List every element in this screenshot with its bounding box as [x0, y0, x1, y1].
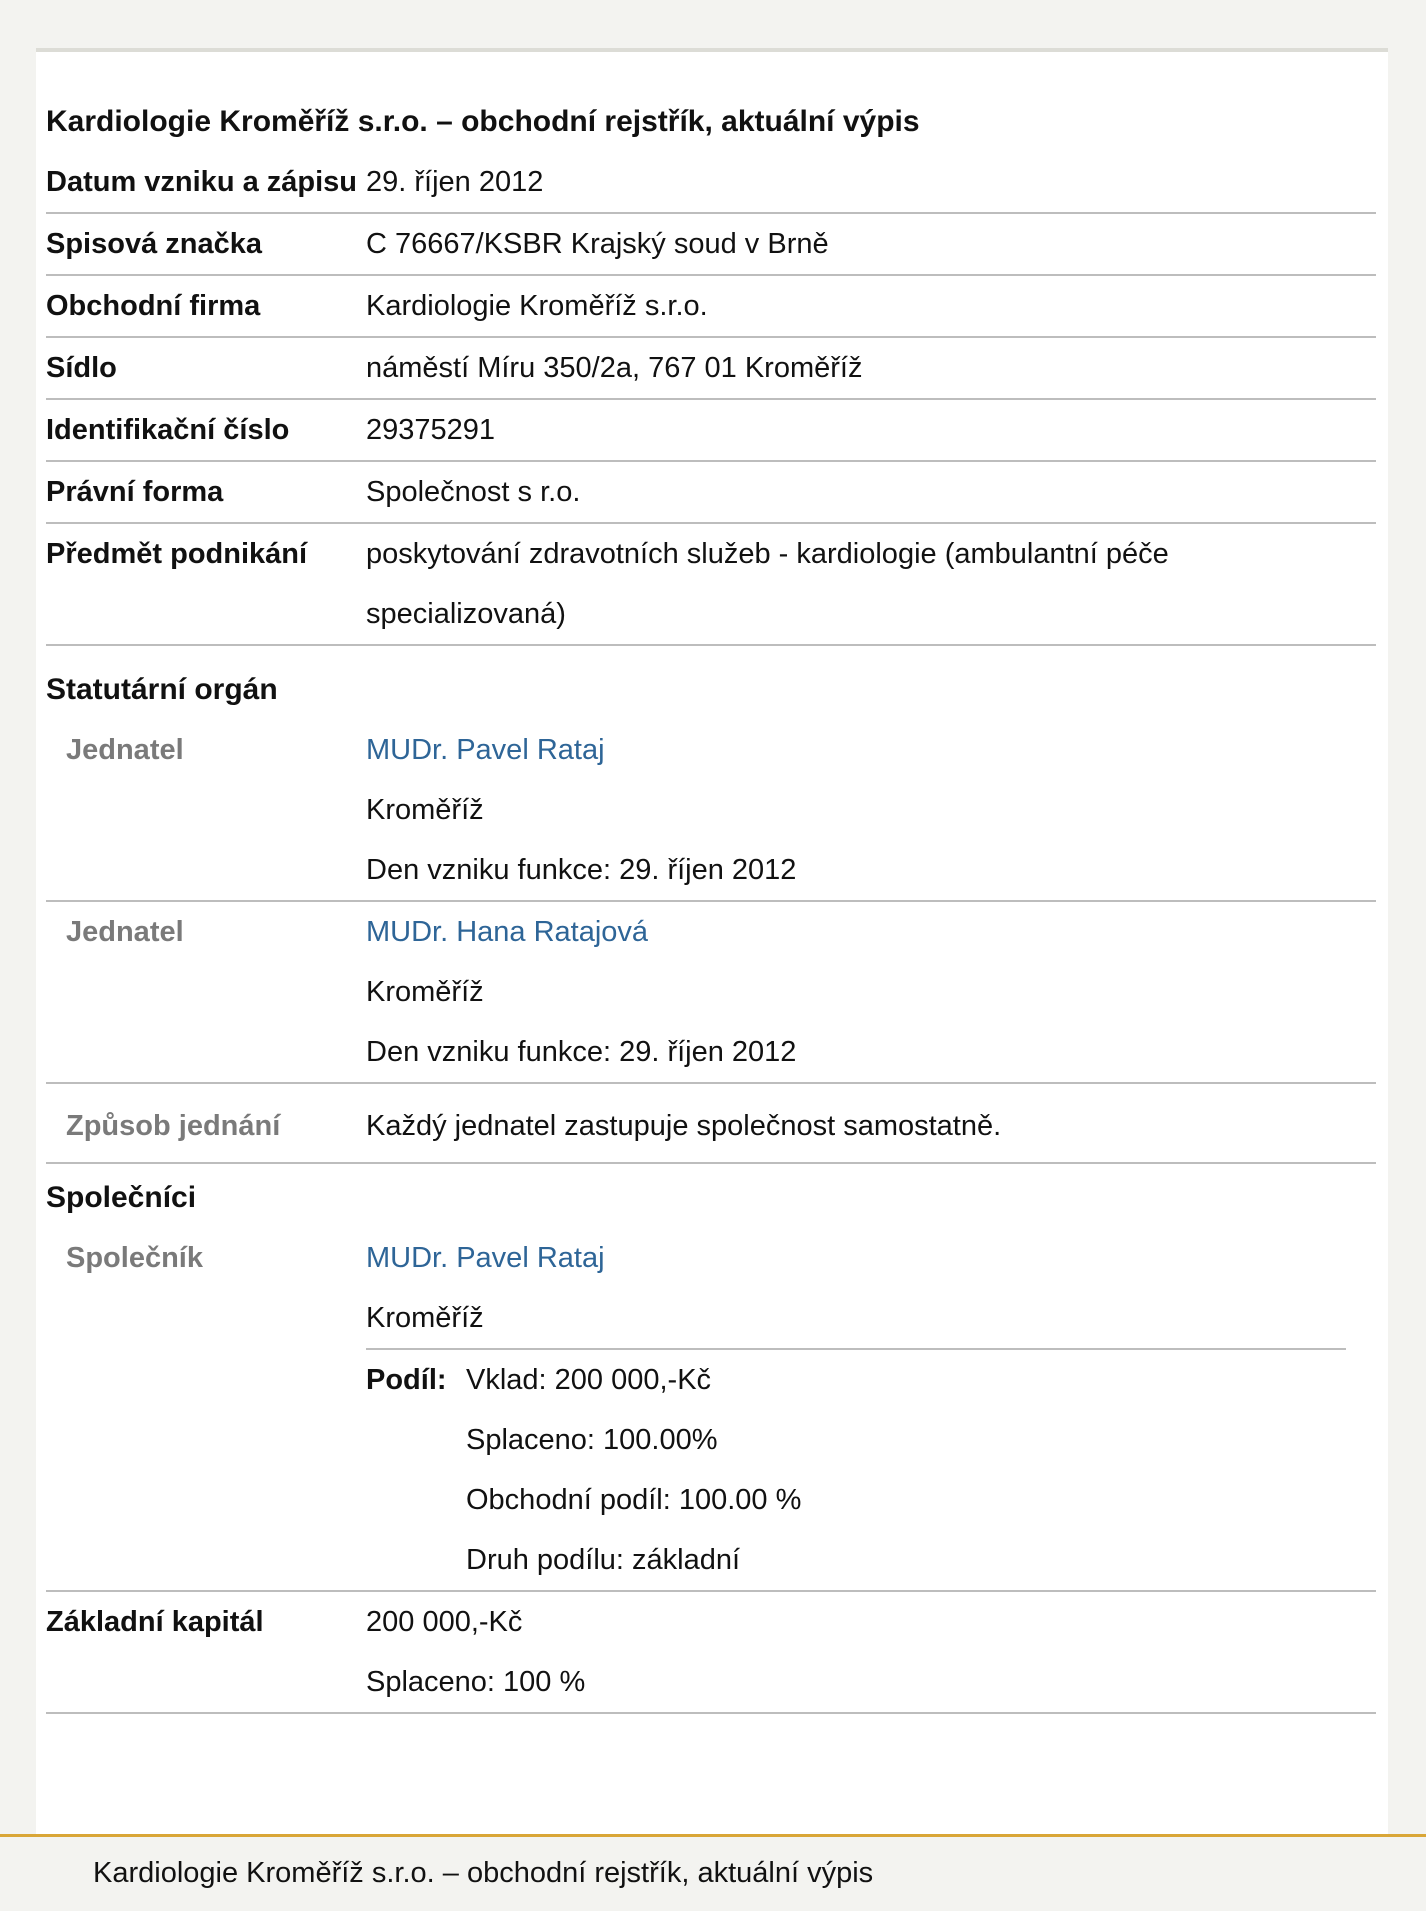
row-label: Právní forma	[46, 476, 224, 508]
statutory-member	[46, 902, 1376, 1084]
register-content	[46, 92, 1376, 1714]
statutory-member	[46, 720, 1376, 902]
member-name-link[interactable]: MUDr. Hana Ratajová	[366, 916, 649, 948]
member-details	[366, 720, 1376, 900]
partner-city: Kroměříž	[366, 1302, 484, 1334]
partner-name-link[interactable]: MUDr. Pavel Rataj	[366, 1242, 605, 1274]
register-card	[36, 48, 1388, 1840]
row-value: 29. říjen 2012	[366, 166, 544, 198]
page-title: Kardiologie Kroměříž s.r.o. – obchodní rejstřík, aktuální výpis	[46, 105, 920, 138]
row-value: Každý jednatel zastupuje společnost samostatně.	[366, 1110, 1002, 1142]
row-id-number	[46, 400, 1376, 462]
partner-share	[366, 1348, 1346, 1590]
capital-value: 200 000,-Kč	[366, 1606, 523, 1638]
member-since: Den vzniku funkce: 29. říjen 2012	[366, 1036, 797, 1068]
share-label: Podíl:	[366, 1364, 447, 1396]
share-deposit: Vklad: 200 000,-Kč	[466, 1364, 712, 1396]
share-lines	[466, 1350, 801, 1590]
row-value: C 76667/KSBR Krajský soud v Brně	[366, 228, 829, 260]
member-city: Kroměříž	[366, 794, 484, 826]
row-label: Obchodní firma	[46, 290, 261, 322]
partner-entry	[46, 1228, 1376, 1592]
footer	[0, 1834, 1426, 1911]
row-company-name	[46, 276, 1376, 338]
row-value: poskytování zdravotních služeb - kardiologie (ambulantní péče specializovaná)	[366, 538, 1169, 630]
row-value: Kardiologie Kroměříž s.r.o.	[366, 290, 708, 322]
row-label: Datum vzniku a zápisu	[46, 166, 358, 198]
row-registered-capital	[46, 1592, 1376, 1714]
member-since: Den vzniku funkce: 29. říjen 2012	[366, 854, 797, 886]
member-city: Kroměříž	[366, 976, 484, 1008]
row-label: Identifikační číslo	[46, 414, 290, 446]
row-founded	[46, 152, 1376, 214]
share-type: Druh podílu: základní	[466, 1544, 741, 1576]
footer-title: Kardiologie Kroměříž s.r.o. – obchodní rejstřík, aktuální výpis	[93, 1857, 874, 1889]
share-paid: Splaceno: 100.00%	[466, 1424, 718, 1456]
section-partners-heading: Společníci	[46, 1181, 197, 1214]
row-legal-form	[46, 462, 1376, 524]
row-value: 29375291	[366, 414, 496, 446]
row-value: náměstí Míru 350/2a, 767 01 Kroměříž	[366, 352, 863, 384]
row-label: Sídlo	[46, 352, 117, 384]
row-seat	[46, 338, 1376, 400]
capital-paid: Splaceno: 100 %	[366, 1666, 586, 1698]
row-file-number	[46, 214, 1376, 276]
member-details	[366, 902, 1376, 1082]
member-role: Jednatel	[66, 734, 184, 766]
capital-details	[366, 1592, 1376, 1712]
member-role: Jednatel	[66, 916, 184, 948]
row-label: Spisová značka	[46, 228, 262, 260]
share-business-share: Obchodní podíl: 100.00 %	[466, 1484, 802, 1516]
row-value: Společnost s r.o.	[366, 476, 581, 508]
partner-role: Společník	[66, 1242, 203, 1274]
partner-details	[366, 1228, 1376, 1590]
row-label: Základní kapitál	[46, 1606, 264, 1638]
row-business-activity	[46, 524, 1376, 646]
row-acting-method	[46, 1084, 1376, 1164]
member-name-link[interactable]: MUDr. Pavel Rataj	[366, 734, 605, 766]
row-label: Způsob jednání	[66, 1110, 281, 1142]
section-statutory-heading: Statutární orgán	[46, 673, 278, 706]
row-label: Předmět podnikání	[46, 538, 308, 570]
